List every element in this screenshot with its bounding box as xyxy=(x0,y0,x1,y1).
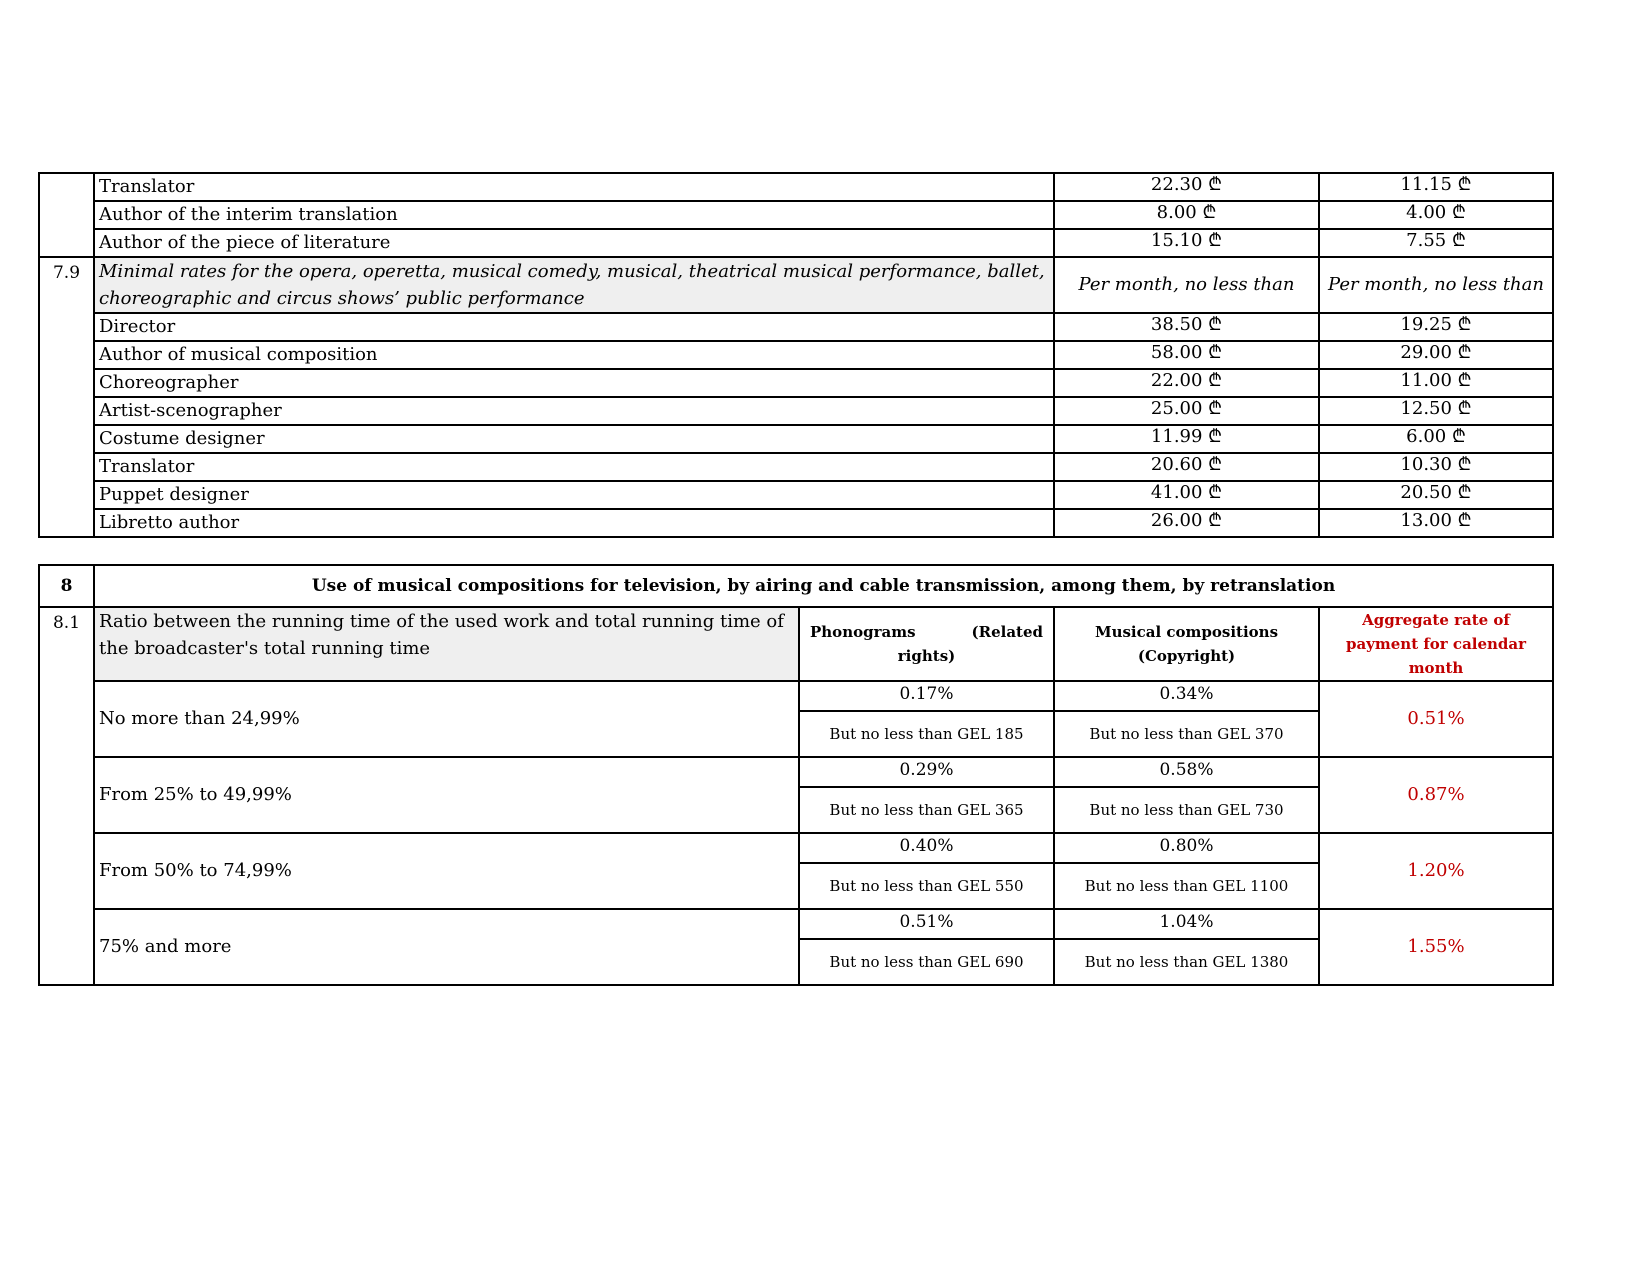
aggregate-rate: 0.51% xyxy=(1319,681,1553,757)
subsection-heading: Ratio between the running time of the used work and total running time of the broadcaster's total running time xyxy=(94,607,799,681)
rate-value: 7.55 ₾ xyxy=(1319,229,1553,257)
musical-minimum: But no less than GEL 730 xyxy=(1054,787,1319,833)
rate-value: 12.50 ₾ xyxy=(1319,397,1553,425)
rate-value: 25.00 ₾ xyxy=(1054,397,1319,425)
musical-rate: 0.58% xyxy=(1054,757,1319,787)
table-row xyxy=(39,833,1553,863)
table-row xyxy=(39,509,1553,537)
rate-value: 15.10 ₾ xyxy=(1054,229,1319,257)
subsection-number: 7.9 xyxy=(39,257,94,537)
rate-value: 26.00 ₾ xyxy=(1054,509,1319,537)
rate-value: 22.30 ₾ xyxy=(1054,173,1319,201)
row-label: Author of the interim translation xyxy=(94,201,1054,229)
rights-label: rights) xyxy=(897,647,956,665)
row-label: Costume designer xyxy=(94,425,1054,453)
rate-value: 8.00 ₾ xyxy=(1054,201,1319,229)
related-label: (Related xyxy=(971,623,1043,641)
table-row xyxy=(39,341,1553,369)
rate-value: 11.00 ₾ xyxy=(1319,369,1553,397)
subsection-heading-row xyxy=(39,257,1553,313)
rate-value: 22.00 ₾ xyxy=(1054,369,1319,397)
aggregate-rate: 1.55% xyxy=(1319,909,1553,985)
table-row xyxy=(39,481,1553,509)
row-label: From 50% to 74,99% xyxy=(94,833,799,909)
table-row xyxy=(39,313,1553,341)
row-label: Translator xyxy=(94,453,1054,481)
table-row xyxy=(39,425,1553,453)
section-title-row xyxy=(39,565,1553,607)
column-heading-aggregate: Aggregate rate of payment for calendar month xyxy=(1319,607,1553,681)
section-number: 8 xyxy=(39,565,94,607)
table-row xyxy=(39,681,1553,711)
table-row xyxy=(39,369,1553,397)
table-row xyxy=(39,757,1553,787)
rate-value: 11.99 ₾ xyxy=(1054,425,1319,453)
musical-minimum: But no less than GEL 1100 xyxy=(1054,863,1319,909)
section-title: Use of musical compositions for television, by airing and cable transmission, among them, by retranslation xyxy=(94,565,1553,607)
phonograms-rate: 0.40% xyxy=(799,833,1054,863)
rate-value: 41.00 ₾ xyxy=(1054,481,1319,509)
phonograms-rate: 0.51% xyxy=(799,909,1054,939)
rate-value: 11.15 ₾ xyxy=(1319,173,1553,201)
musical-minimum: But no less than GEL 1380 xyxy=(1054,939,1319,985)
table-row xyxy=(39,453,1553,481)
musical-rate: 0.80% xyxy=(1054,833,1319,863)
row-label: Author of musical composition xyxy=(94,341,1054,369)
rate-value: 29.00 ₾ xyxy=(1319,341,1553,369)
phonograms-minimum: But no less than GEL 690 xyxy=(799,939,1054,985)
table-row xyxy=(39,909,1553,939)
subsection-number: 8.1 xyxy=(39,607,94,985)
column-heading: Per month, no less than xyxy=(1054,257,1319,313)
row-label: Puppet designer xyxy=(94,481,1054,509)
table-row xyxy=(39,229,1553,257)
column-heading: Per month, no less than xyxy=(1319,257,1553,313)
musical-rate: 0.34% xyxy=(1054,681,1319,711)
table-row xyxy=(39,397,1553,425)
row-label: 75% and more xyxy=(94,909,799,985)
aggregate-rate: 0.87% xyxy=(1319,757,1553,833)
column-heading-phonograms xyxy=(799,607,1054,681)
rate-value: 38.50 ₾ xyxy=(1054,313,1319,341)
rate-value: 20.60 ₾ xyxy=(1054,453,1319,481)
row-label: Choreographer xyxy=(94,369,1054,397)
row-label: Libretto author xyxy=(94,509,1054,537)
row-label: Translator xyxy=(94,173,1054,201)
phonograms-minimum: But no less than GEL 365 xyxy=(799,787,1054,833)
row-label: Author of the piece of literature xyxy=(94,229,1054,257)
musical-minimum: But no less than GEL 370 xyxy=(1054,711,1319,757)
row-label: Artist-scenographer xyxy=(94,397,1054,425)
column-heading-musical: Musical compositions (Copyright) xyxy=(1054,607,1319,681)
rate-value: 58.00 ₾ xyxy=(1054,341,1319,369)
row-label: From 25% to 49,99% xyxy=(94,757,799,833)
rate-value: 13.00 ₾ xyxy=(1319,509,1553,537)
musical-rate: 1.04% xyxy=(1054,909,1319,939)
rate-value: 19.25 ₾ xyxy=(1319,313,1553,341)
rate-value: 4.00 ₾ xyxy=(1319,201,1553,229)
phonograms-rate: 0.29% xyxy=(799,757,1054,787)
row-label: No more than 24,99% xyxy=(94,681,799,757)
phonograms-minimum: But no less than GEL 550 xyxy=(799,863,1054,909)
rates-table-section-7 xyxy=(38,172,1554,538)
table-row xyxy=(39,201,1553,229)
column-header-row xyxy=(39,607,1553,681)
phonograms-label: Phonograms xyxy=(810,623,916,641)
subsection-heading: Minimal rates for the opera, operetta, musical comedy, musical, theatrical musical performance, ballet, choreographic and circus shows’ public performance xyxy=(94,257,1054,313)
row-label: Director xyxy=(94,313,1054,341)
section-number-cell xyxy=(39,173,94,257)
rate-value: 20.50 ₾ xyxy=(1319,481,1553,509)
table-row xyxy=(39,173,1553,201)
rates-table-section-8 xyxy=(38,564,1554,986)
rate-value: 6.00 ₾ xyxy=(1319,425,1553,453)
rate-value: 10.30 ₾ xyxy=(1319,453,1553,481)
phonograms-rate: 0.17% xyxy=(799,681,1054,711)
aggregate-rate: 1.20% xyxy=(1319,833,1553,909)
phonograms-minimum: But no less than GEL 185 xyxy=(799,711,1054,757)
